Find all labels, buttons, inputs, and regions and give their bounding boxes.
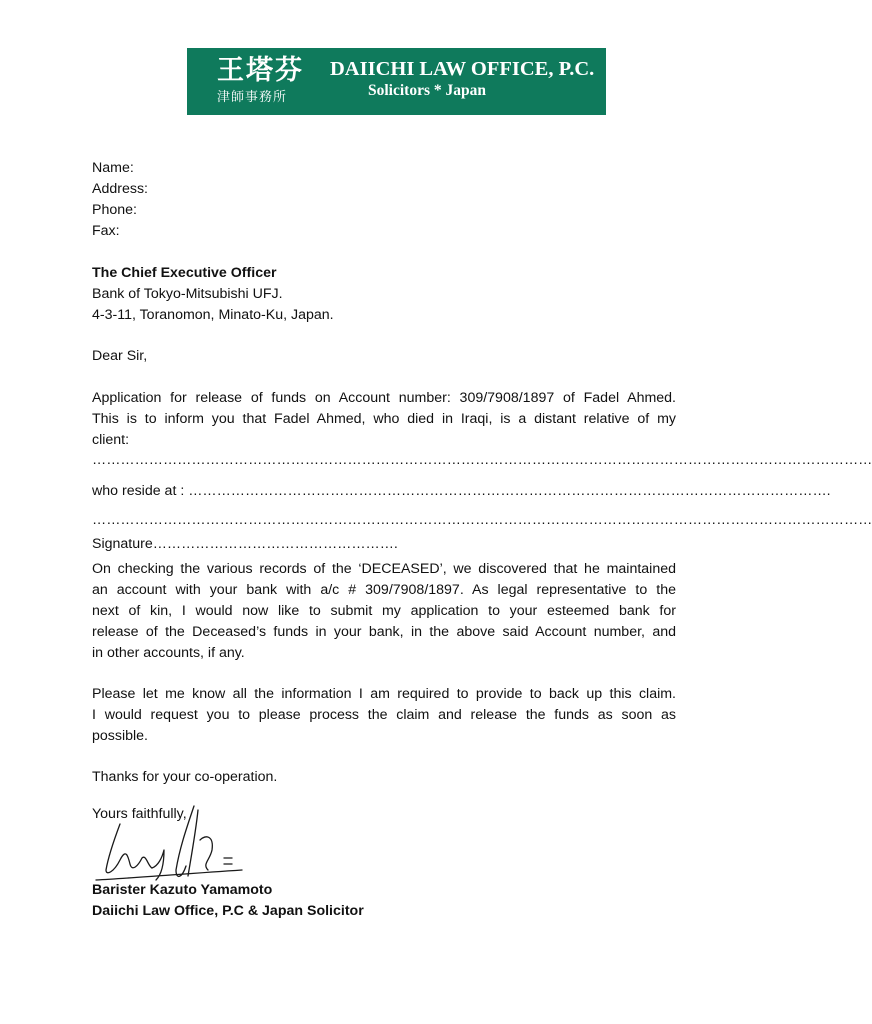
- signer-organization: Daiichi Law Office, P.C & Japan Solicitor: [92, 903, 364, 919]
- dotted-line-1: …………………………………………………………………………………………………………………………………………………: [92, 452, 872, 468]
- body-paragraph-1-line-2: This is to inform you that Fadel Ahmed, who died in Iraqi, is a distant relative of my: [92, 411, 676, 427]
- recipient-address: 4-3-11, Toranomon, Minato-Ku, Japan.: [92, 307, 334, 323]
- body-paragraph-3-line-1: Please let me know all the information I am required to provide to back up this claim.: [92, 686, 676, 702]
- body-paragraph-2-line-2: an account with your bank with a/c # 309/7908/1897. As legal representative to the: [92, 582, 676, 598]
- signature-line: Signature…………………………………………….: [92, 536, 398, 552]
- recipient-title: The Chief Executive Officer: [92, 265, 277, 281]
- sender-address-label: Address:: [92, 181, 148, 197]
- body-paragraph-1-line-1: Application for release of funds on Account number: 309/7908/1897 of Fadel Ahmed.: [92, 390, 676, 406]
- body-paragraph-3-line-2: I would request you to please process the claim and release the funds as soon as: [92, 707, 676, 723]
- reside-at-line: who reside at : ……………………………………………………………………………………………………………………….: [92, 483, 831, 499]
- body-paragraph-1-line-3: client:: [92, 432, 130, 448]
- salutation: Dear Sir,: [92, 348, 148, 364]
- letterhead-kanji-name: 王塔芬: [217, 55, 304, 86]
- body-paragraph-3-line-3: possible.: [92, 728, 148, 744]
- letterhead-kanji-sub: 津師事務所: [217, 90, 288, 105]
- handwritten-signature: [92, 800, 252, 886]
- body-paragraph-2-line-5: in other accounts, if any.: [92, 645, 245, 661]
- letterhead-firm-subtitle: Solicitors * Japan: [368, 82, 486, 99]
- body-paragraph-2-line-3: next of kin, I would now like to submit my application to your esteemed bank for: [92, 603, 676, 619]
- thanks-line: Thanks for your co-operation.: [92, 769, 278, 785]
- signer-name: Barister Kazuto Yamamoto: [92, 882, 273, 898]
- body-paragraph-2-line-1: On checking the various records of the ‘DECEASED’, we discovered that he maintained: [92, 561, 676, 577]
- letterhead-firm-name: DAIICHI LAW OFFICE, P.C.: [330, 58, 595, 80]
- sender-name-label: Name:: [92, 160, 134, 176]
- dotted-line-2: …………………………………………………………………………………………………………………………………………………: [92, 512, 872, 528]
- body-paragraph-2-line-4: release of the Deceased’s funds in your bank, in the above said Account number, and: [92, 624, 676, 640]
- sender-fax-label: Fax:: [92, 223, 120, 239]
- letterhead-banner: [187, 48, 606, 115]
- recipient-bank: Bank of Tokyo-Mitsubishi UFJ.: [92, 286, 283, 302]
- valediction: Yours faithfully,: [92, 806, 187, 822]
- sender-phone-label: Phone:: [92, 202, 137, 218]
